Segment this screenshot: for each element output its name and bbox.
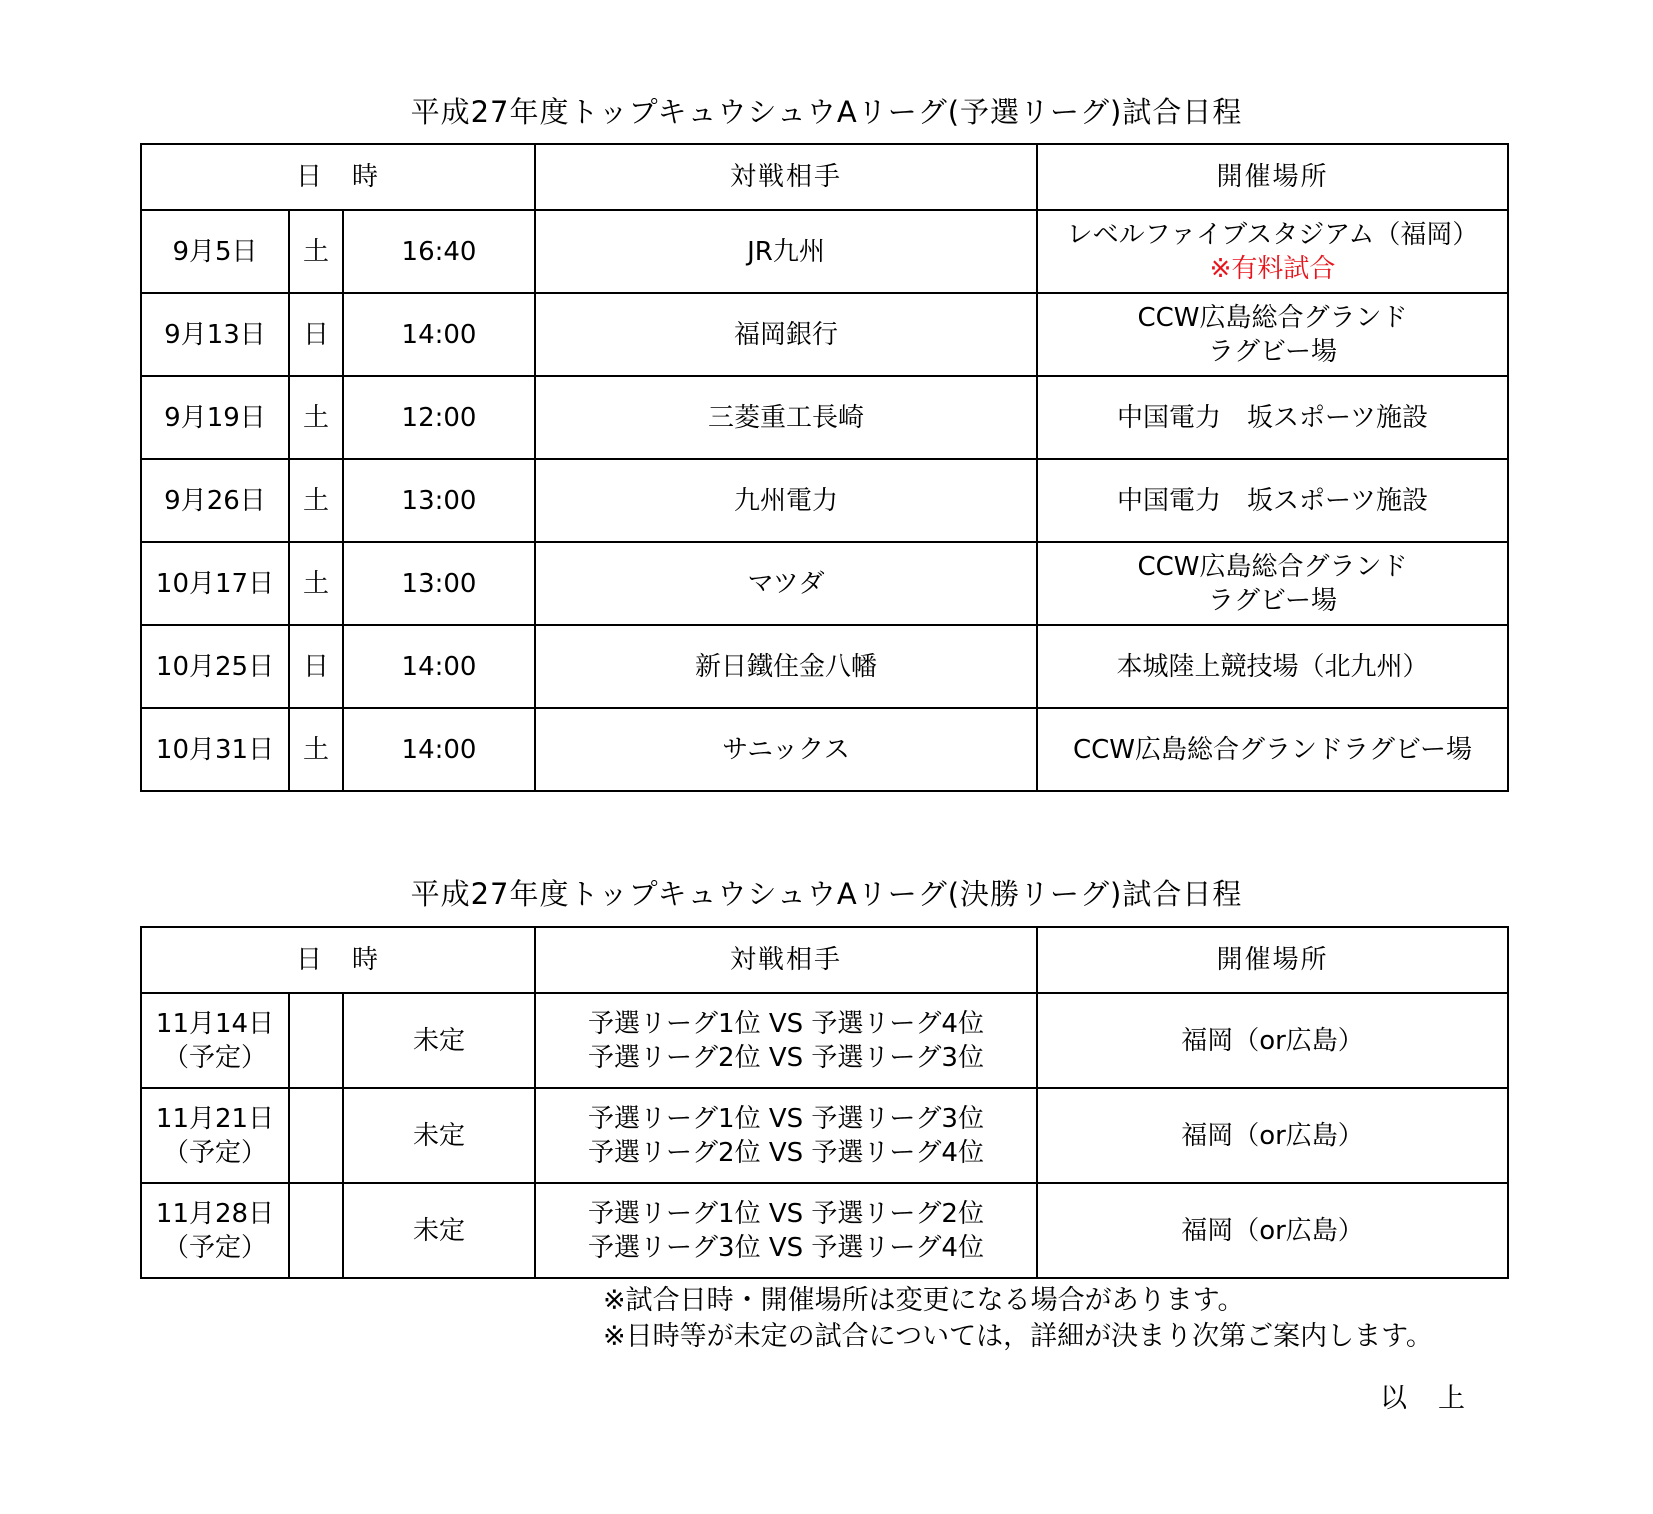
day-cell: 土 — [289, 542, 343, 625]
date-note: （予定） — [162, 1137, 267, 1168]
table-row — [141, 459, 1508, 542]
opponent-cell: 福岡銀行 — [535, 293, 1037, 376]
table-row — [141, 1088, 1508, 1183]
table-row — [141, 293, 1508, 376]
day-cell: 土 — [289, 708, 343, 791]
date-cell: 9月5日 — [141, 210, 289, 293]
venue-line: 中国電力 坂スポーツ施設 — [1117, 402, 1428, 433]
time-cell: 未定 — [343, 1088, 535, 1183]
opponent-cell: 新日鐵住金八幡 — [535, 625, 1037, 708]
table-row — [141, 625, 1508, 708]
venue-cell — [1037, 376, 1508, 459]
header-datetime: 日 時 — [141, 144, 535, 210]
header-venue: 開催場所 — [1037, 927, 1508, 993]
day-cell: 土 — [289, 376, 343, 459]
date-cell — [141, 1183, 289, 1278]
table-row — [141, 542, 1508, 625]
date-cell — [141, 1088, 289, 1183]
header-datetime: 日 時 — [141, 927, 535, 993]
notes — [603, 1283, 1433, 1355]
time-cell: 16:40 — [343, 210, 535, 293]
date-note: （予定） — [162, 1042, 267, 1073]
paid-match-note: ※有料試合 — [1209, 253, 1336, 284]
time-cell: 未定 — [343, 1183, 535, 1278]
table-row — [141, 993, 1508, 1088]
venue-line: CCW広島総合グランド — [1137, 551, 1408, 582]
final-schedule-table — [140, 926, 1509, 1279]
venue-cell — [1037, 459, 1508, 542]
date-line: 11月28日 — [155, 1198, 275, 1229]
date-cell: 10月31日 — [141, 708, 289, 791]
note-line: ※試合日時・開催場所は変更になる場合があります。 — [603, 1285, 1245, 1316]
opponent-cell: サニックス — [535, 708, 1037, 791]
opponent-cell — [535, 993, 1037, 1088]
opponent-cell: 三菱重工長崎 — [535, 376, 1037, 459]
header-venue: 開催場所 — [1037, 144, 1508, 210]
venue-line: レベルファイブスタジアム（福岡） — [1066, 219, 1479, 250]
venue-cell — [1037, 625, 1508, 708]
match-line: 予選リーグ2位 VS 予選リーグ4位 — [588, 1137, 984, 1168]
venue-cell — [1037, 293, 1508, 376]
day-cell — [289, 993, 343, 1088]
venue-line: 中国電力 坂スポーツ施設 — [1117, 485, 1428, 516]
time-cell: 14:00 — [343, 708, 535, 791]
venue-line: ラグビー場 — [1208, 585, 1337, 616]
venue-line: 本城陸上競技場（北九州） — [1116, 651, 1429, 682]
time-cell: 13:00 — [343, 542, 535, 625]
venue-cell — [1037, 210, 1508, 293]
venue-cell: 福岡（or広島） — [1037, 1088, 1508, 1183]
date-cell: 10月25日 — [141, 625, 289, 708]
match-line: 予選リーグ2位 VS 予選リーグ3位 — [588, 1042, 984, 1073]
qualifying-title: 平成27年度トップキュウシュウAリーグ(予選リーグ)試合日程 — [410, 95, 1243, 129]
day-cell: 日 — [289, 293, 343, 376]
date-line: 11月14日 — [155, 1008, 275, 1039]
header-opponent: 対戦相手 — [535, 144, 1037, 210]
match-line: 予選リーグ3位 VS 予選リーグ4位 — [588, 1232, 984, 1263]
day-cell — [289, 1088, 343, 1183]
day-cell: 日 — [289, 625, 343, 708]
date-cell: 9月13日 — [141, 293, 289, 376]
opponent-cell: JR九州 — [535, 210, 1037, 293]
date-cell: 10月17日 — [141, 542, 289, 625]
opponent-cell: マツダ — [535, 542, 1037, 625]
note-line: ※日時等が未定の試合については，詳細が決まり次第ご案内します。 — [603, 1321, 1433, 1352]
date-cell: 9月26日 — [141, 459, 289, 542]
time-cell: 14:00 — [343, 625, 535, 708]
table-row — [141, 708, 1508, 791]
venue-cell — [1037, 708, 1508, 791]
opponent-cell: 九州電力 — [535, 459, 1037, 542]
venue-cell — [1037, 542, 1508, 625]
table-row — [141, 1183, 1508, 1278]
day-cell: 土 — [289, 210, 343, 293]
table-row — [141, 210, 1508, 293]
day-cell — [289, 1183, 343, 1278]
date-note: （予定） — [162, 1232, 267, 1263]
time-cell: 13:00 — [343, 459, 535, 542]
final-title: 平成27年度トップキュウシュウAリーグ(決勝リーグ)試合日程 — [410, 877, 1243, 911]
venue-cell: 福岡（or広島） — [1037, 993, 1508, 1088]
venue-cell: 福岡（or広島） — [1037, 1183, 1508, 1278]
opponent-cell — [535, 1183, 1037, 1278]
date-cell: 9月19日 — [141, 376, 289, 459]
venue-line: ラグビー場 — [1208, 336, 1337, 367]
time-cell: 未定 — [343, 993, 535, 1088]
match-line: 予選リーグ1位 VS 予選リーグ2位 — [588, 1198, 984, 1229]
header-opponent: 対戦相手 — [535, 927, 1037, 993]
qualifying-schedule-table — [140, 143, 1509, 792]
opponent-cell — [535, 1088, 1037, 1183]
date-cell — [141, 993, 289, 1088]
closing-mark: 以 上 — [1380, 1383, 1467, 1414]
venue-line: CCW広島総合グランド — [1137, 302, 1408, 333]
day-cell: 土 — [289, 459, 343, 542]
match-line: 予選リーグ1位 VS 予選リーグ4位 — [588, 1008, 984, 1039]
time-cell: 12:00 — [343, 376, 535, 459]
match-line: 予選リーグ1位 VS 予選リーグ3位 — [588, 1103, 984, 1134]
venue-line: CCW広島総合グランドラグビー場 — [1073, 734, 1472, 765]
time-cell: 14:00 — [343, 293, 535, 376]
table-row — [141, 376, 1508, 459]
date-line: 11月21日 — [155, 1103, 275, 1134]
